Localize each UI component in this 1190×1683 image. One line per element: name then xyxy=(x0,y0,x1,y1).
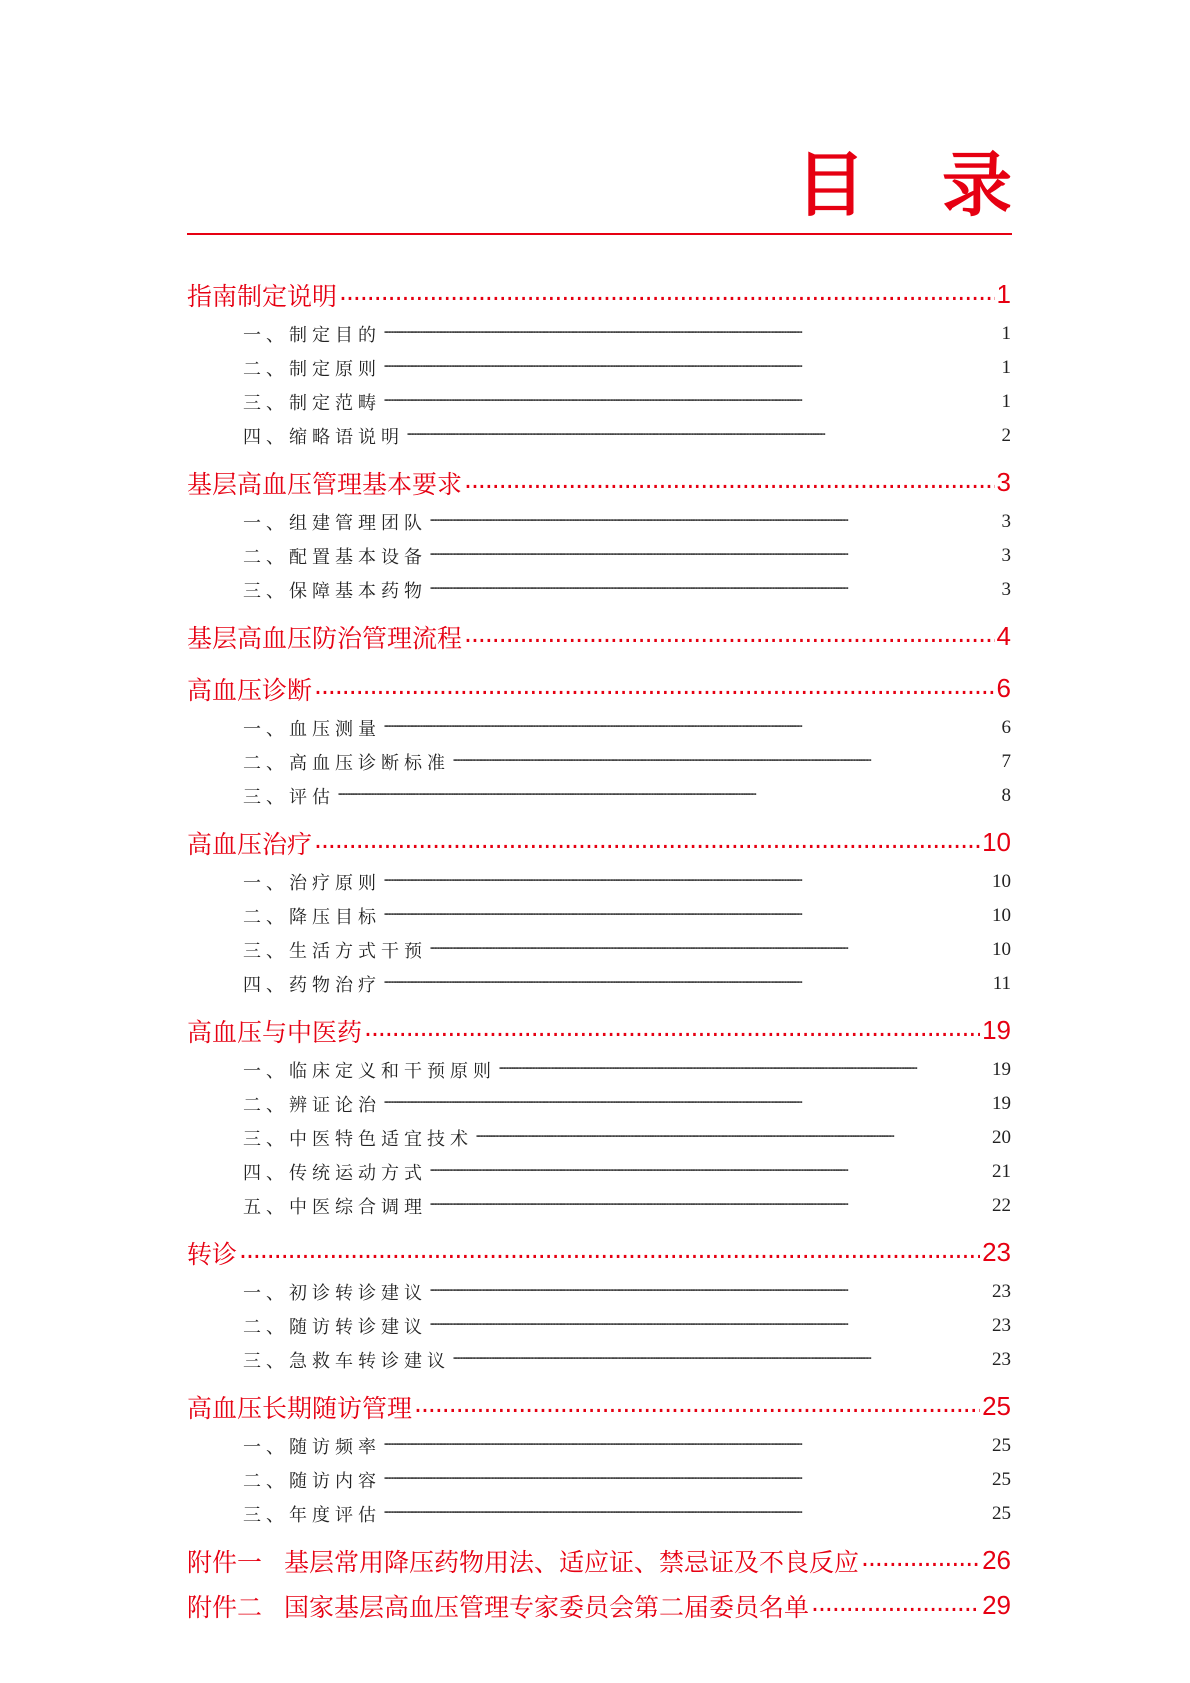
toc-section xyxy=(187,1008,1011,1223)
subsection-label: 五、中医综合调理 xyxy=(243,1197,427,1218)
page-number: 19 xyxy=(992,1093,1011,1114)
page-number: 20 xyxy=(992,1127,1011,1148)
dot-leader xyxy=(383,1439,990,1453)
toc-subsection-entry[interactable] xyxy=(187,419,1011,453)
toc-subsection-entry[interactable] xyxy=(187,899,1011,933)
toc-subsection-entry[interactable] xyxy=(187,745,1011,779)
toc-section-entry[interactable] xyxy=(187,272,1011,317)
dot-leader xyxy=(339,284,995,306)
subsection-label: 一、随访频率 xyxy=(243,1437,381,1458)
dot-leader xyxy=(383,361,1000,375)
page-number: 8 xyxy=(1001,785,1011,806)
subsection-label: 三、急救车转诊建议 xyxy=(243,1351,450,1372)
dot-leader xyxy=(464,472,995,494)
page-number: 29 xyxy=(982,1590,1011,1620)
appendix-title: 国家基层高血压管理专家委员会第二届委员名单 xyxy=(284,1592,810,1622)
page-number: 1 xyxy=(1001,391,1011,412)
section-heading: 高血压治疗 xyxy=(187,829,313,859)
page-number: 10 xyxy=(992,871,1011,892)
toc-section-entry[interactable] xyxy=(187,1230,1011,1275)
page-number: 25 xyxy=(982,1391,1011,1421)
dot-leader xyxy=(429,943,990,957)
dot-leader xyxy=(383,977,991,991)
subsection-label: 一、制定目的 xyxy=(243,325,381,346)
section-heading: 高血压长期随访管理 xyxy=(187,1393,413,1423)
toc-subsection-entry[interactable] xyxy=(187,1275,1011,1309)
subsection-label: 三、年度评估 xyxy=(243,1505,381,1526)
dot-leader xyxy=(406,429,1000,443)
page-number: 3 xyxy=(1001,545,1011,566)
toc-subsection-entry[interactable] xyxy=(187,573,1011,607)
toc-subsection-entry[interactable] xyxy=(187,967,1011,1001)
page-number: 6 xyxy=(996,673,1011,703)
dot-leader xyxy=(383,1507,990,1521)
subsection-label: 一、临床定义和干预原则 xyxy=(243,1061,496,1082)
title-divider xyxy=(187,233,1012,235)
subsection-label: 二、辨证论治 xyxy=(243,1095,381,1116)
dot-leader xyxy=(383,395,1000,409)
toc-section-entry[interactable] xyxy=(187,614,1011,659)
toc-subsection-entry[interactable] xyxy=(187,1087,1011,1121)
section-heading: 指南制定说明 xyxy=(187,281,338,311)
toc-subsection-entry[interactable] xyxy=(187,1309,1011,1343)
toc-section xyxy=(187,460,1011,607)
toc-subsection-entry[interactable] xyxy=(187,1155,1011,1189)
toc-subsection-entry[interactable] xyxy=(187,1429,1011,1463)
subsection-label: 四、缩略语说明 xyxy=(243,427,404,448)
page-number: 2 xyxy=(1001,425,1011,446)
dot-leader xyxy=(429,1319,990,1333)
page-number: 6 xyxy=(1001,717,1011,738)
subsection-label: 三、中医特色适宜技术 xyxy=(243,1129,473,1150)
toc-appendix-entry[interactable] xyxy=(187,1583,1011,1628)
page-number: 23 xyxy=(992,1349,1011,1370)
dot-leader xyxy=(364,1020,980,1042)
dot-leader xyxy=(239,1242,980,1264)
page-title: 目 录 xyxy=(795,144,1038,226)
page-number: 1 xyxy=(996,279,1011,309)
subsection-label: 三、保障基本药物 xyxy=(243,581,427,602)
dot-leader xyxy=(498,1063,990,1077)
subsection-label: 一、初诊转诊建议 xyxy=(243,1283,427,1304)
dot-leader xyxy=(337,789,1000,803)
section-heading: 基层高血压管理基本要求 xyxy=(187,469,463,499)
dot-leader xyxy=(314,678,995,700)
dot-leader xyxy=(383,1473,990,1487)
toc-subsection-entry[interactable] xyxy=(187,385,1011,419)
page-number: 26 xyxy=(982,1545,1011,1575)
page-number: 10 xyxy=(992,905,1011,926)
page-number: 7 xyxy=(1001,751,1011,772)
toc-section xyxy=(187,666,1011,813)
section-heading: 高血压与中医药 xyxy=(187,1017,363,1047)
appendix-label xyxy=(187,1543,859,1579)
subsection-label: 三、生活方式干预 xyxy=(243,941,427,962)
subsection-label: 二、高血压诊断标准 xyxy=(243,753,450,774)
dot-leader xyxy=(414,1396,980,1418)
section-heading: 转诊 xyxy=(187,1239,238,1269)
toc-section-entry[interactable] xyxy=(187,1008,1011,1053)
toc-subsection-entry[interactable] xyxy=(187,505,1011,539)
dot-leader xyxy=(314,832,980,854)
toc-section xyxy=(187,272,1011,453)
subsection-label: 二、制定原则 xyxy=(243,359,381,380)
dot-leader xyxy=(383,327,1000,341)
toc-appendix-entry[interactable] xyxy=(187,1538,1011,1583)
dot-leader xyxy=(429,583,1000,597)
appendix-title: 基层常用降压药物用法、适应证、禁忌证及不良反应 xyxy=(284,1547,860,1577)
toc-subsection-entry[interactable] xyxy=(187,539,1011,573)
toc-section xyxy=(187,614,1011,659)
dot-leader xyxy=(452,1353,990,1367)
toc-subsection-entry[interactable] xyxy=(187,865,1011,899)
toc-section-entry[interactable] xyxy=(187,1384,1011,1429)
toc-subsection-entry[interactable] xyxy=(187,1189,1011,1223)
toc-section xyxy=(187,1230,1011,1377)
dot-leader xyxy=(383,909,990,923)
subsection-label: 三、制定范畴 xyxy=(243,393,381,414)
page-number: 1 xyxy=(1001,323,1011,344)
dot-leader xyxy=(429,549,1000,563)
toc-subsection-entry[interactable] xyxy=(187,933,1011,967)
toc-subsection-entry[interactable] xyxy=(187,1463,1011,1497)
page-number: 25 xyxy=(992,1469,1011,1490)
dot-leader xyxy=(429,515,1000,529)
subsection-label: 二、随访内容 xyxy=(243,1471,381,1492)
subsection-label: 四、传统运动方式 xyxy=(243,1163,427,1184)
page-number: 1 xyxy=(1001,357,1011,378)
page-number: 3 xyxy=(996,467,1011,497)
dot-leader xyxy=(861,1550,980,1572)
dot-leader xyxy=(383,721,1000,735)
toc-section xyxy=(187,820,1011,1001)
page-number: 3 xyxy=(1001,579,1011,600)
page-number: 3 xyxy=(1001,511,1011,532)
page-number: 25 xyxy=(992,1435,1011,1456)
toc-section-entry[interactable] xyxy=(187,666,1011,711)
page-number: 25 xyxy=(992,1503,1011,1524)
toc-subsection-entry[interactable] xyxy=(187,1053,1011,1087)
dot-leader xyxy=(429,1285,990,1299)
table-of-contents xyxy=(187,272,1011,1628)
page-number: 23 xyxy=(992,1281,1011,1302)
appendix-prefix: 附件一 xyxy=(187,1547,263,1577)
subsection-label: 四、药物治疗 xyxy=(243,975,381,996)
dot-leader xyxy=(429,1165,990,1179)
toc-section-entry[interactable] xyxy=(187,460,1011,505)
subsection-label: 一、组建管理团队 xyxy=(243,513,427,534)
dot-leader xyxy=(429,1199,990,1213)
subsection-label: 二、配置基本设备 xyxy=(243,547,427,568)
toc-subsection-entry[interactable] xyxy=(187,1121,1011,1155)
subsection-label: 二、降压目标 xyxy=(243,907,381,928)
page-number: 10 xyxy=(992,939,1011,960)
page-number: 4 xyxy=(996,621,1011,651)
subsection-label: 一、血压测量 xyxy=(243,719,381,740)
appendix-prefix: 附件二 xyxy=(187,1592,263,1622)
page-number: 19 xyxy=(982,1015,1011,1045)
toc-section xyxy=(187,1384,1011,1531)
page-number: 22 xyxy=(992,1195,1011,1216)
toc-subsection-entry[interactable] xyxy=(187,1343,1011,1377)
dot-leader xyxy=(475,1131,990,1145)
dot-leader xyxy=(383,1097,990,1111)
subsection-label: 三、评估 xyxy=(243,787,335,808)
section-heading: 高血压诊断 xyxy=(187,675,313,705)
dot-leader xyxy=(464,626,995,648)
toc-subsection-entry[interactable] xyxy=(187,779,1011,813)
toc-section-entry[interactable] xyxy=(187,820,1011,865)
page-number: 23 xyxy=(982,1237,1011,1267)
page-number: 21 xyxy=(992,1161,1011,1182)
page-number: 10 xyxy=(982,827,1011,857)
page-number: 11 xyxy=(992,973,1011,994)
section-heading: 基层高血压防治管理流程 xyxy=(187,623,463,653)
page-number: 23 xyxy=(992,1315,1011,1336)
subsection-label: 二、随访转诊建议 xyxy=(243,1317,427,1338)
subsection-label: 一、治疗原则 xyxy=(243,873,381,894)
toc-subsection-entry[interactable] xyxy=(187,711,1011,745)
dot-leader xyxy=(811,1595,980,1617)
toc-subsection-entry[interactable] xyxy=(187,351,1011,385)
toc-subsection-entry[interactable] xyxy=(187,317,1011,351)
dot-leader xyxy=(452,755,1000,769)
appendix-label xyxy=(187,1588,809,1624)
toc-subsection-entry[interactable] xyxy=(187,1497,1011,1531)
page-number: 19 xyxy=(992,1059,1011,1080)
dot-leader xyxy=(383,875,990,889)
